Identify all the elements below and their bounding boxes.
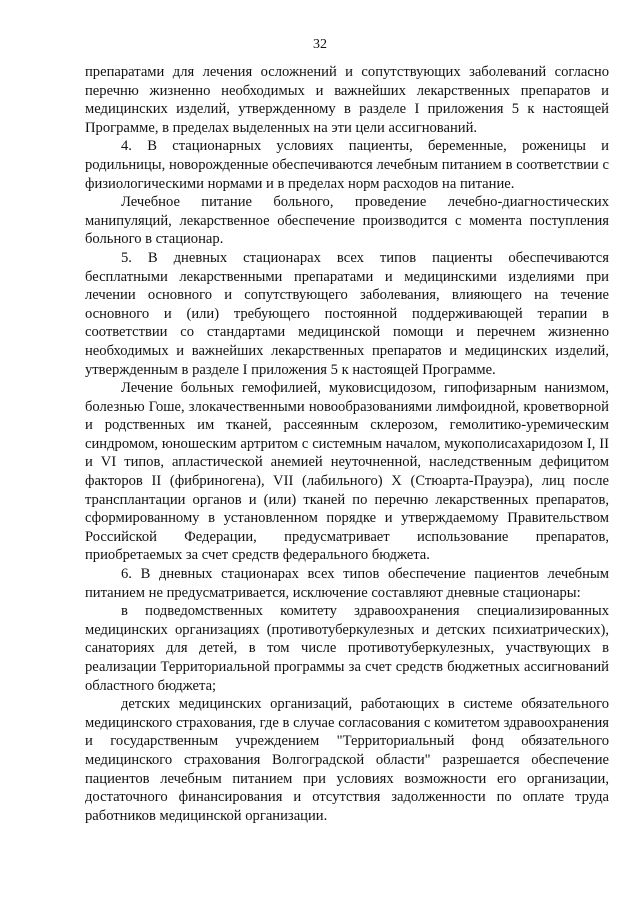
paragraph-subordinate-organizations: в подведомственных комитету здравоохранения специализированных медицинских организациях (противотуберкулезных и детских психиатрических), санаториях для детей, в том числе противотуберкулезных, участвующих в реализации Территориальной программы за счет средств бюджетных ассигнований областного бюджета;	[85, 603, 609, 694]
paragraph-therapeutic-nutrition: Лечебное питание больного, проведение лечебно-диагностических манипуляций, лекарственное обеспечение производится с момента поступления больного в стационар.	[85, 194, 609, 248]
paragraph-rare-diseases: Лечение больных гемофилией, муковисцидозом, гипофизарным нанизмом, болезнью Гоше, злокачественными новообразованиями лимфоидной, кроветворной и родственных им тканей, рассеянным склерозом, гемолитико-уремическим синдромом, юношеским артритом с системным началом, мукополисахаридозом I, II и VI типов, апластической анемией неуточненной, наследственным дефицитом факторов II (фибриногена), VII (лабильного) X (Стюарта-Прауэра), лиц после трансплантации органов и (или) тканей по перечню лекарственных препаратов, сформированному в установленном порядке и утверждаемому Правительством Российской Федерации, предусматривает использование препаратов, приобретаемых за счет средств федерального бюджета.	[85, 380, 609, 564]
paragraph-continuation: препаратами для лечения осложнений и сопутствующих заболеваний согласно перечню жизненно необходимых и важнейших лекарственных препаратов и медицинских изделий, утвержденному в разделе I приложения 5 к настоящей Программе, в пределах выделенных на эти цели ассигнований.	[85, 64, 609, 136]
page-number: 32	[313, 37, 327, 52]
paragraph-item-4: 4. В стационарных условиях пациенты, беременные, роженицы и родильницы, новорожденные обеспечиваются лечебным питанием в соответствии с физиологическими нормами и в пределах норм расходов на питание.	[85, 138, 609, 192]
paragraph-item-6: 6. В дневных стационарах всех типов обеспечение пациентов лечебным питанием не предусматривается, исключение составляют дневные стационары:	[85, 566, 609, 601]
document-body	[85, 63, 609, 825]
paragraph-children-organizations: детских медицинских организаций, работающих в системе обязательного медицинского страхования, где в случае согласования с комитетом здравоохранения и государственным учреждением "Территориальный фонд обязательного медицинского страхования Волгоградской области" разрешается обеспечение пациентов лечебным питанием при условиях возможности его организации, достаточного финансирования и отсутствия задолженности по оплате труда работников медицинской организации.	[85, 696, 609, 824]
paragraph-item-5: 5. В дневных стационарах всех типов пациенты обеспечиваются бесплатными лекарственными препаратами и медицинскими изделиями при лечении основного и сопутствующего заболевания, влияющего на течение основного и (или) требующего постоянной поддерживающей терапии в соответствии со стандартами медицинской помощи и перечнем жизненно необходимых и важнейших лекарственных препаратов и медицинских изделий, утвержденным в разделе I приложения 5 к настоящей Программе.	[85, 249, 609, 378]
